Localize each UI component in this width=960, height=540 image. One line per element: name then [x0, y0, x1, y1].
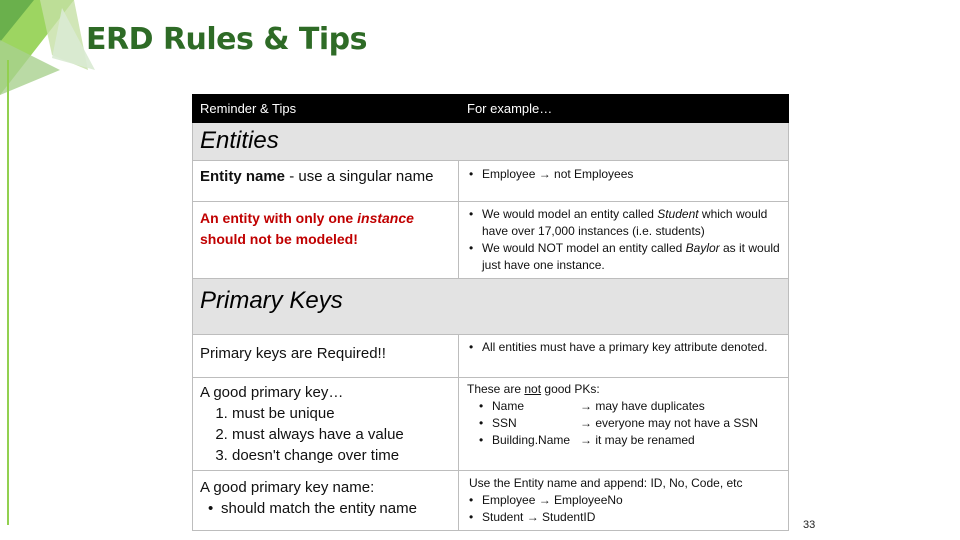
ex-text: good PKs:: [541, 382, 600, 396]
rule-text-c: should not be modeled!: [200, 231, 358, 247]
list-item: • All entities must have a primary key attribute denoted.: [469, 339, 780, 356]
rule-single-instance: [193, 202, 459, 279]
rule-pk-required: Primary keys are Required!!: [193, 335, 459, 378]
page-number: 33: [803, 519, 816, 531]
good-pk-list: [200, 403, 451, 466]
section-title-primary-keys: Primary Keys: [193, 279, 789, 335]
table-row: [193, 161, 789, 202]
example-single-instance: [459, 202, 789, 279]
list-item: • Student → StudentID: [469, 509, 780, 526]
rule-text-b: instance: [357, 210, 414, 226]
list-item: [469, 206, 780, 240]
table-row: [193, 471, 789, 531]
slide-title: ERD Rules & Tips: [86, 22, 368, 57]
pk-reason: → may have duplicates: [580, 399, 705, 413]
list-item: [479, 432, 780, 449]
ex-text: as it would just have one instance.: [482, 241, 780, 272]
section-title-entities: Entities: [193, 123, 789, 161]
rule-good-pk-title: A good primary key…: [200, 384, 344, 401]
table-header-row: [193, 95, 789, 123]
list-item: [469, 240, 780, 274]
ex-text: These are: [467, 382, 525, 396]
rule-text-a: An entity with only one: [200, 210, 358, 226]
pk-reason: → it may be renamed: [580, 433, 695, 447]
list-item: 1. must be unique: [232, 403, 451, 424]
example-pk-name: [459, 471, 789, 531]
rule-good-pk: [193, 378, 459, 471]
table-row: [193, 378, 789, 471]
example-good-pk-intro: [467, 381, 780, 398]
list-item: 2. must always have a value: [232, 424, 451, 445]
ex-text: We would model an entity called: [482, 207, 658, 221]
example-good-pk: [459, 378, 789, 471]
list-item: 3. doesn't change over time: [232, 445, 451, 466]
pk-name: Building.Name: [492, 433, 571, 447]
rules-table: [192, 94, 789, 531]
ex-text: We would NOT model an entity called: [482, 241, 686, 255]
pk-name: Name: [492, 399, 525, 413]
ex-text: which would have over 17,000 instances (i.e. students): [482, 207, 768, 238]
ex-text-italic: Student: [657, 207, 699, 221]
header-example: For example…: [459, 95, 789, 123]
ex-text-italic: Baylor: [685, 241, 720, 255]
list-item: • should match the entity name: [208, 498, 451, 519]
table-row: [193, 335, 789, 378]
list-item: [479, 398, 780, 415]
rule-entity-name: [193, 161, 459, 202]
list-item: • Employee → not Employees: [469, 166, 780, 183]
section-primary-keys: [193, 279, 789, 335]
rule-pk-name: [193, 471, 459, 531]
example-pk-name-intro: Use the Entity name and append: ID, No, Code, etc: [469, 476, 743, 490]
example-entity-name: [459, 161, 789, 202]
list-item: • Employee → EmployeeNo: [469, 492, 780, 509]
pk-name: SSN: [492, 416, 517, 430]
rule-pk-name-title: A good primary key name:: [200, 479, 375, 496]
section-entities: [193, 123, 789, 161]
green-decoration: [0, 0, 110, 540]
rule-entity-name-rest: - use a singular name: [285, 168, 434, 185]
example-pk-required: [459, 335, 789, 378]
table-row: [193, 202, 789, 279]
header-reminder: Reminder & Tips: [193, 95, 459, 123]
list-item: [479, 415, 780, 432]
pk-reason: → everyone may not have a SSN: [580, 416, 759, 430]
rule-entity-name-bold: Entity name: [200, 168, 286, 185]
ex-text-underline: not: [524, 382, 542, 396]
